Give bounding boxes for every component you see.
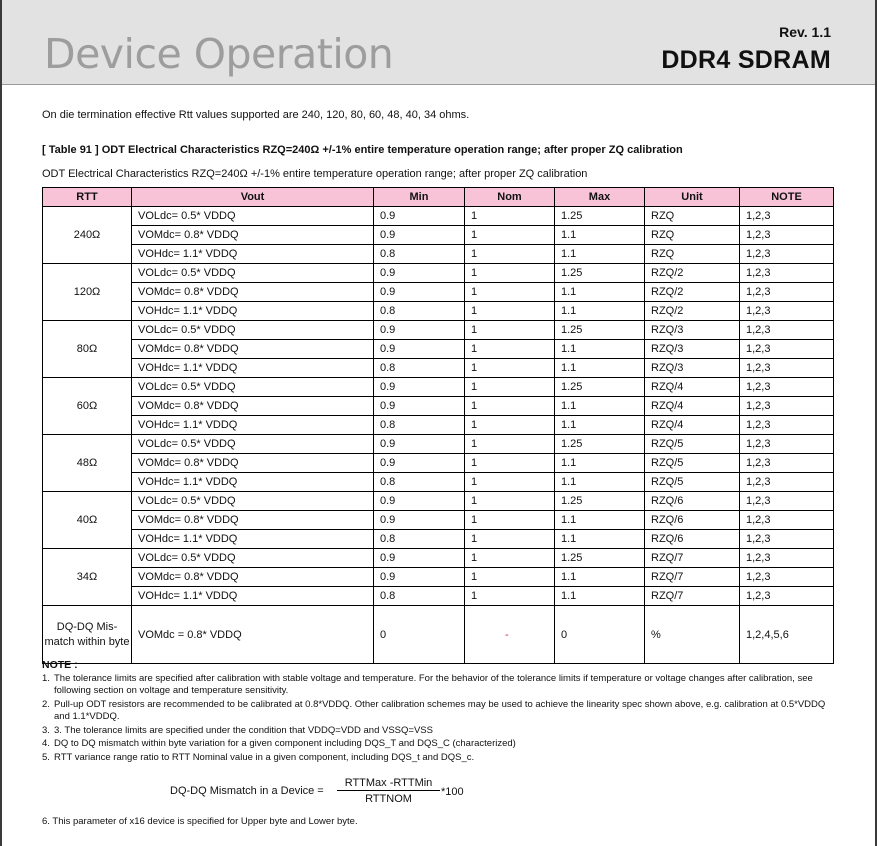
table-header-row (43, 188, 834, 207)
table-row (43, 435, 834, 454)
unit-cell: RZQ/7 (645, 587, 740, 606)
vout-cell: VOLdc= 0.5* VDDQ (132, 435, 374, 454)
nom-cell: 1 (465, 302, 555, 321)
unit-cell: RZQ (645, 245, 740, 264)
min-cell: 0 (374, 606, 465, 664)
vout-cell: VOMdc= 0.8* VDDQ (132, 568, 374, 587)
rtt-value-cell: 40Ω (43, 492, 132, 549)
note-text: 3. The tolerance limits are specified under the condition that VDDQ=VDD and VSSQ=VSS (54, 724, 433, 736)
unit-cell: RZQ/6 (645, 530, 740, 549)
unit-cell: RZQ/3 (645, 321, 740, 340)
table-row (43, 568, 834, 587)
unit-cell: RZQ/7 (645, 568, 740, 587)
vout-cell: VOHdc= 1.1* VDDQ (132, 359, 374, 378)
nom-cell: 1 (465, 435, 555, 454)
note-cell: 1,2,3 (740, 435, 834, 454)
max-cell: 1.25 (555, 321, 645, 340)
rtt-value-cell: 48Ω (43, 435, 132, 492)
vout-cell: VOHdc= 1.1* VDDQ (132, 416, 374, 435)
vout-cell: VOLdc= 0.5* VDDQ (132, 264, 374, 283)
section-title: Device Operation (44, 30, 394, 78)
rtt-value-cell: 60Ω (43, 378, 132, 435)
min-cell: 0.9 (374, 568, 465, 587)
nom-cell: 1 (465, 549, 555, 568)
nom-cell: 1 (465, 492, 555, 511)
max-cell: 1.1 (555, 454, 645, 473)
min-cell: 0.8 (374, 302, 465, 321)
note-item (42, 752, 837, 765)
note-number: 5. (42, 751, 50, 763)
table-row-dq-mismatch (43, 606, 834, 664)
note-cell: 1,2,3 (740, 473, 834, 492)
note-cell: 1,2,4,5,6 (740, 606, 834, 664)
max-cell: 1.1 (555, 587, 645, 606)
min-cell: 0.8 (374, 359, 465, 378)
rtt-value-cell: 34Ω (43, 549, 132, 606)
min-cell: 0.8 (374, 530, 465, 549)
unit-cell: RZQ/5 (645, 454, 740, 473)
note-cell: 1,2,3 (740, 511, 834, 530)
intro-text: On die termination effective Rtt values supported are 240, 120, 80, 60, 48, 40, 34 ohms. (42, 109, 470, 121)
table-row (43, 378, 834, 397)
vout-cell: VOLdc= 0.5* VDDQ (132, 321, 374, 340)
note-cell: 1,2,3 (740, 454, 834, 473)
unit-cell: RZQ/4 (645, 416, 740, 435)
min-cell: 0.9 (374, 454, 465, 473)
max-cell: 1.1 (555, 568, 645, 587)
table-row (43, 264, 834, 283)
max-cell: 1.1 (555, 340, 645, 359)
formula-numerator: RTTMax -RTTMin (337, 777, 440, 791)
nom-cell: 1 (465, 473, 555, 492)
note-number: 3. (42, 724, 50, 736)
unit-cell: RZQ/3 (645, 359, 740, 378)
max-cell: 1.1 (555, 530, 645, 549)
note-cell: 1,2,3 (740, 245, 834, 264)
note-item (42, 699, 837, 724)
note-cell: 1,2,3 (740, 226, 834, 245)
column-header: NOTE (740, 188, 834, 207)
notes-section (42, 659, 837, 765)
vout-cell: VOMdc= 0.8* VDDQ (132, 511, 374, 530)
nom-dash: - (505, 628, 509, 641)
vout-cell: VOHdc= 1.1* VDDQ (132, 473, 374, 492)
min-cell: 0.9 (374, 511, 465, 530)
vout-cell: VOMdc= 0.8* VDDQ (132, 283, 374, 302)
column-header: Nom (465, 188, 555, 207)
unit-cell: RZQ/6 (645, 492, 740, 511)
max-cell: 1.1 (555, 473, 645, 492)
unit-cell: RZQ (645, 226, 740, 245)
dq-mismatch-label: DQ-DQ Mis-match within byte (43, 606, 132, 664)
note-6: 6. This parameter of x16 device is specified for Upper byte and Lower byte. (42, 816, 358, 827)
note-text: DQ to DQ mismatch within byte variation for a given component including DQS_T and DQS_C (characterized) (54, 738, 516, 749)
note-text: The tolerance limits are specified after calibration with stable voltage and temperature. For the behavior of the tolerance limits if temperature or voltage changes after calibration, see following section on voltage and temperature sensitivity. (54, 672, 813, 696)
unit-cell: RZQ/2 (645, 264, 740, 283)
max-cell: 1.1 (555, 283, 645, 302)
max-cell: 1.1 (555, 511, 645, 530)
note-cell: 1,2,3 (740, 359, 834, 378)
table-row (43, 549, 834, 568)
table-row (43, 416, 834, 435)
min-cell: 0.9 (374, 264, 465, 283)
max-cell: 1.25 (555, 378, 645, 397)
note-item (42, 725, 837, 738)
nom-cell: 1 (465, 587, 555, 606)
max-cell: 1.1 (555, 245, 645, 264)
note-cell: 1,2,3 (740, 397, 834, 416)
min-cell: 0.9 (374, 492, 465, 511)
column-header: Vout (132, 188, 374, 207)
min-cell: 0.8 (374, 473, 465, 492)
max-cell: 1.1 (555, 416, 645, 435)
formula-denominator: RTTNOM (365, 793, 412, 805)
max-cell: 1.1 (555, 226, 645, 245)
max-cell: 1.25 (555, 435, 645, 454)
unit-cell: RZQ/5 (645, 473, 740, 492)
min-cell: 0.8 (374, 587, 465, 606)
table-row (43, 207, 834, 226)
table-row (43, 359, 834, 378)
min-cell: 0.9 (374, 226, 465, 245)
nom-cell: 1 (465, 378, 555, 397)
note-cell: 1,2,3 (740, 207, 834, 226)
table-caption: [ Table 91 ] ODT Electrical Characteristics RZQ=240Ω +/-1% entire temperature operation range; after proper ZQ calibration (42, 144, 683, 156)
mismatch-formula (170, 777, 490, 807)
unit-cell: RZQ/3 (645, 340, 740, 359)
column-header: Unit (645, 188, 740, 207)
nom-cell: 1 (465, 283, 555, 302)
formula-multiplier: *100 (441, 786, 464, 798)
note-cell: 1,2,3 (740, 568, 834, 587)
unit-cell: RZQ/2 (645, 302, 740, 321)
table-row (43, 397, 834, 416)
min-cell: 0.9 (374, 435, 465, 454)
column-header: Min (374, 188, 465, 207)
odt-characteristics-table (42, 187, 834, 664)
max-cell: 1.25 (555, 207, 645, 226)
table-row (43, 530, 834, 549)
vout-cell: VOLdc= 0.5* VDDQ (132, 549, 374, 568)
nom-cell: 1 (465, 359, 555, 378)
note-cell: 1,2,3 (740, 416, 834, 435)
max-cell: 1.1 (555, 397, 645, 416)
min-cell: 0.9 (374, 321, 465, 340)
column-header: Max (555, 188, 645, 207)
max-cell: 1.1 (555, 359, 645, 378)
unit-cell: RZQ/7 (645, 549, 740, 568)
unit-cell: % (645, 606, 740, 664)
table-row (43, 587, 834, 606)
vout-cell: VOLdc= 0.5* VDDQ (132, 492, 374, 511)
nom-cell: 1 (465, 321, 555, 340)
min-cell: 0.9 (374, 283, 465, 302)
table-row (43, 492, 834, 511)
table-row (43, 226, 834, 245)
note-number: 4. (42, 738, 50, 749)
max-cell: 1.25 (555, 492, 645, 511)
note-text: Pull-up ODT resistors are recommended to be calibrated at 0.8*VDDQ. Other calibration schemes may be used to achieve the linearity spec shown above, e.g. calibration at 0.5*VDDQ and 1.1*VDDQ. (54, 698, 826, 722)
nom-cell: 1 (465, 454, 555, 473)
table-row (43, 302, 834, 321)
table-row (43, 283, 834, 302)
note-cell: 1,2,3 (740, 587, 834, 606)
vout-cell: VOMdc= 0.8* VDDQ (132, 454, 374, 473)
vout-cell: VOMdc = 0.8* VDDQ (132, 606, 374, 664)
table-row (43, 473, 834, 492)
column-header: RTT (43, 188, 132, 207)
note-cell: 1,2,3 (740, 549, 834, 568)
nom-cell (465, 606, 555, 664)
unit-cell: RZQ/4 (645, 378, 740, 397)
page-header (2, 0, 875, 85)
formula-lhs: DQ-DQ Mismatch in a Device = (170, 785, 324, 797)
unit-cell: RZQ/4 (645, 397, 740, 416)
unit-cell: RZQ/5 (645, 435, 740, 454)
nom-cell: 1 (465, 226, 555, 245)
note-number: 2. (42, 698, 50, 710)
nom-cell: 1 (465, 264, 555, 283)
vout-cell: VOMdc= 0.8* VDDQ (132, 397, 374, 416)
max-cell: 1.25 (555, 549, 645, 568)
max-cell: 0 (555, 606, 645, 664)
unit-cell: RZQ/6 (645, 511, 740, 530)
note-item (42, 673, 837, 698)
table-row (43, 321, 834, 340)
nom-cell: 1 (465, 416, 555, 435)
min-cell: 0.9 (374, 378, 465, 397)
vout-cell: VOLdc= 0.5* VDDQ (132, 207, 374, 226)
table-row (43, 511, 834, 530)
nom-cell: 1 (465, 207, 555, 226)
nom-cell: 1 (465, 397, 555, 416)
min-cell: 0.9 (374, 397, 465, 416)
table-row (43, 454, 834, 473)
revision-label: Rev. 1.1 (779, 24, 831, 40)
unit-cell: RZQ (645, 207, 740, 226)
vout-cell: VOLdc= 0.5* VDDQ (132, 378, 374, 397)
table-row (43, 340, 834, 359)
vout-cell: VOHdc= 1.1* VDDQ (132, 245, 374, 264)
product-name: DDR4 SDRAM (661, 46, 831, 74)
note-item (42, 738, 837, 751)
vout-cell: VOHdc= 1.1* VDDQ (132, 530, 374, 549)
table-row (43, 245, 834, 264)
note-cell: 1,2,3 (740, 302, 834, 321)
note-cell: 1,2,3 (740, 530, 834, 549)
note-cell: 1,2,3 (740, 492, 834, 511)
rtt-value-cell: 240Ω (43, 207, 132, 264)
rtt-value-cell: 120Ω (43, 264, 132, 321)
notes-heading: NOTE : (42, 659, 78, 671)
max-cell: 1.1 (555, 302, 645, 321)
vout-cell: VOMdc= 0.8* VDDQ (132, 226, 374, 245)
min-cell: 0.9 (374, 207, 465, 226)
max-cell: 1.25 (555, 264, 645, 283)
page-edge-left (0, 0, 2, 846)
note-cell: 1,2,3 (740, 340, 834, 359)
unit-cell: RZQ/2 (645, 283, 740, 302)
min-cell: 0.8 (374, 245, 465, 264)
note-cell: 1,2,3 (740, 321, 834, 340)
formula-fraction (337, 777, 440, 805)
vout-cell: VOMdc= 0.8* VDDQ (132, 340, 374, 359)
note-cell: 1,2,3 (740, 264, 834, 283)
nom-cell: 1 (465, 530, 555, 549)
vout-cell: VOHdc= 1.1* VDDQ (132, 587, 374, 606)
nom-cell: 1 (465, 511, 555, 530)
nom-cell: 1 (465, 568, 555, 587)
table-subtitle: ODT Electrical Characteristics RZQ=240Ω +/-1% entire temperature operation range; after proper ZQ calibration (42, 168, 588, 180)
vout-cell: VOHdc= 1.1* VDDQ (132, 302, 374, 321)
note-text: RTT variance range ratio to RTT Nominal value in a given component, including DQS_t and DQS_c. (54, 751, 475, 763)
min-cell: 0.9 (374, 340, 465, 359)
note-cell: 1,2,3 (740, 378, 834, 397)
rtt-value-cell: 80Ω (43, 321, 132, 378)
note-cell: 1,2,3 (740, 283, 834, 302)
nom-cell: 1 (465, 245, 555, 264)
nom-cell: 1 (465, 340, 555, 359)
note-number: 1. (42, 672, 50, 684)
min-cell: 0.8 (374, 416, 465, 435)
min-cell: 0.9 (374, 549, 465, 568)
